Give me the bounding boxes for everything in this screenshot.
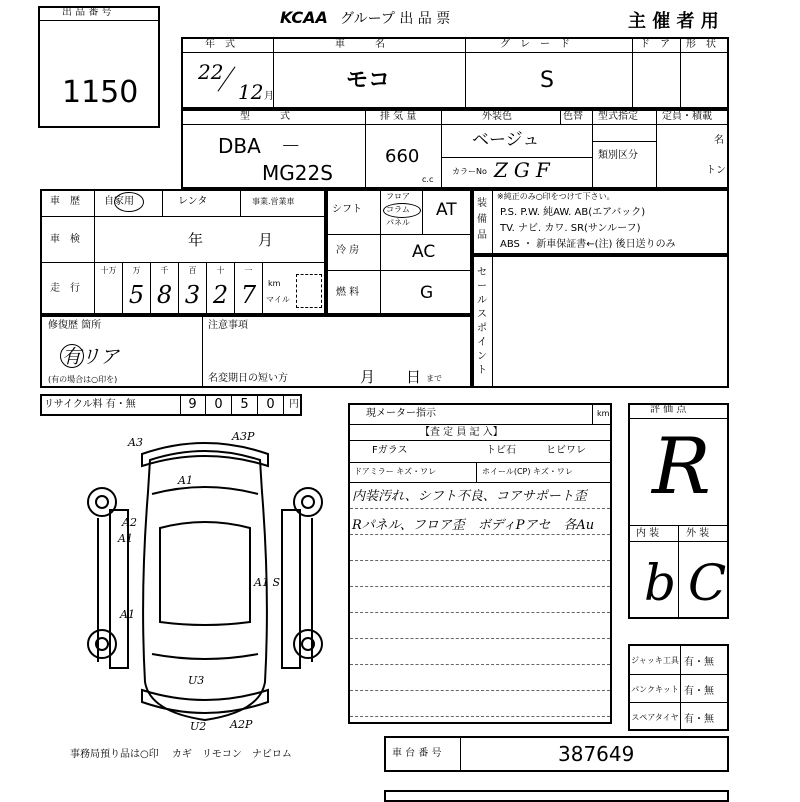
note-line xyxy=(350,508,610,509)
tool-label: スペアタイヤ xyxy=(630,703,681,731)
ac-label: 冷 房 xyxy=(336,245,360,256)
mileage-digit-cell xyxy=(123,263,151,315)
meter-label: 現メーター指示 xyxy=(366,408,436,419)
type-designation-header: 型式指定 xyxy=(598,111,638,122)
tool-value: 有・無 xyxy=(684,713,714,725)
repair-label: 修復歴 箇所 xyxy=(48,320,102,331)
note-line xyxy=(350,586,610,587)
mileage-digit: 3 xyxy=(184,281,201,309)
inspection-month-unit: 月 xyxy=(258,231,274,249)
mileage-digit: 2 xyxy=(212,281,229,309)
fuel-value: G xyxy=(420,283,434,303)
vehicle-name: モコ xyxy=(346,68,391,93)
fuel-label: 燃 料 xyxy=(336,287,360,298)
ac-value: AC xyxy=(412,242,436,262)
shape-header: 形 状 xyxy=(686,39,716,50)
mileage-digit-head: 十万 xyxy=(100,266,117,275)
name-change-day: 日 xyxy=(406,368,422,386)
form-title: グループ 出 品 票 xyxy=(340,11,451,27)
repair-value: 有リア xyxy=(62,346,120,368)
mileage-digit-head: 万 xyxy=(132,266,141,275)
door-mirror-label: ドアミラー キズ・ワレ xyxy=(354,467,437,476)
mileage-digit-cell xyxy=(207,263,235,315)
shift-value: AT xyxy=(436,200,457,220)
history-rental: レンタ xyxy=(178,196,208,207)
mileage-digit-cell xyxy=(151,263,179,315)
color-change-header: 色替 xyxy=(563,111,583,122)
tool-row xyxy=(630,674,727,703)
damage-mark: A3P xyxy=(232,432,255,443)
recycle-digits xyxy=(180,394,284,416)
damage-mark: A3 xyxy=(128,436,143,449)
recycle-digit: 0 xyxy=(258,394,284,416)
shift-panel: パネル xyxy=(386,218,410,227)
lot-number: 1150 xyxy=(62,75,139,110)
tool-row xyxy=(630,646,727,674)
office-items-label: 事務局預り品は○印 カギ リモコン ナビロム xyxy=(70,749,292,760)
note-line xyxy=(350,716,610,717)
mileage-digit: 5 xyxy=(128,281,145,309)
displacement-header: 排 気 量 xyxy=(380,111,417,122)
model-header: 型 式 xyxy=(240,111,290,122)
name-change-month: 月 xyxy=(360,368,376,386)
mileage-digit-cell xyxy=(179,263,207,315)
tools-frame xyxy=(628,644,729,731)
mileage-digit-cell xyxy=(235,263,263,315)
mileage-digits xyxy=(95,263,263,315)
rating-score: R xyxy=(652,422,711,512)
class-division-label: 類別区分 xyxy=(598,150,638,161)
recycle-digit: 5 xyxy=(232,394,258,416)
damage-mark: A1 xyxy=(178,474,193,487)
recycle-label: リサイクル料 有・無 xyxy=(44,399,136,410)
shift-label: シフト xyxy=(332,204,362,215)
cc-unit: c.c xyxy=(422,175,434,184)
column-circle xyxy=(383,203,421,218)
interior-header: 内 装 xyxy=(636,528,660,539)
inspection-year-unit: 年 xyxy=(188,231,204,249)
damage-mark: A2P xyxy=(230,718,253,731)
recycle-digit: 0 xyxy=(206,394,232,416)
tool-label: パンクキット xyxy=(630,675,681,703)
repair-yes-circle xyxy=(60,344,84,368)
model-code-2: MG22S xyxy=(262,161,333,185)
note-line xyxy=(350,560,610,561)
tool-label: ジャッキ工具 xyxy=(630,646,681,674)
caution-label: 注意事項 xyxy=(208,320,248,331)
year-header: 年 式 xyxy=(205,39,235,50)
inspection-label: 車 検 xyxy=(50,234,80,245)
damage-mark: A1 xyxy=(118,532,133,545)
inspector-note-1: 内装汚れ、シフト不良、コアサポート歪 xyxy=(352,489,587,504)
mile-unit: マイル xyxy=(266,295,290,304)
model-month: 12 xyxy=(238,80,264,104)
lot-number-label: 出 品 番 号 xyxy=(62,7,112,18)
sales-point-label: セールスポイント xyxy=(477,267,487,376)
interior-score: b xyxy=(644,554,677,612)
wheel-label: ホイール(CP) キズ・ワレ xyxy=(482,467,573,476)
mileage-digit-head: 十 xyxy=(216,266,225,275)
month-unit: 月 xyxy=(264,91,274,102)
color-number-label: カラーNo xyxy=(452,167,487,176)
history-label: 車 歴 xyxy=(50,196,80,207)
damage-mark: U3 xyxy=(188,674,205,687)
inspector-note-2: Rパネル、フロア歪 ボディPアセ 各Au xyxy=(352,518,595,533)
displacement-value: 660 xyxy=(385,146,420,167)
mileage-digit-head: 百 xyxy=(188,266,197,275)
equipment-line-1: P.S. P.W. 純AW. AB(エアバック) xyxy=(500,207,646,218)
grade-value: S xyxy=(540,68,554,93)
note-line xyxy=(350,664,610,665)
history-commercial: 事業.営業車 xyxy=(252,197,295,206)
mileage-digit: 7 xyxy=(240,281,257,309)
color-value: ベージュ xyxy=(472,130,540,150)
equipment-note: ※純正のみ○印をつけて下さい。 xyxy=(497,192,615,201)
mileage-digit: 8 xyxy=(156,281,173,309)
model-code-1: DBA － xyxy=(218,134,301,158)
tool-value: 有・無 xyxy=(684,685,714,697)
color-header: 外装色 xyxy=(482,111,512,122)
tool-row xyxy=(630,702,727,731)
mileage-digit-head: 千 xyxy=(160,266,169,275)
note-line xyxy=(350,690,610,691)
bottom-frame xyxy=(384,790,729,802)
shift-floor: フロア xyxy=(386,192,410,201)
private-use-circle xyxy=(114,192,144,212)
inspector-title: 【査 定 員 記 入】 xyxy=(420,427,503,438)
chassis-number: 387649 xyxy=(558,742,635,766)
note-line xyxy=(350,534,610,535)
capacity-unit-persons: 名 xyxy=(714,135,724,146)
unit-check-box xyxy=(296,274,322,308)
damage-mark: A2 xyxy=(122,516,137,529)
car-diagram xyxy=(80,432,330,732)
model-year: 22 xyxy=(198,60,224,84)
damage-mark: A1 xyxy=(120,608,135,621)
sales-point-frame xyxy=(472,255,729,388)
chip-label: トビ石 xyxy=(486,445,516,456)
km-unit: km xyxy=(268,279,281,288)
damage-mark: A1 S xyxy=(254,576,280,589)
meter-km-unit: km xyxy=(597,409,610,418)
mileage-digit-head: 一 xyxy=(244,266,253,275)
tool-value: 有・無 xyxy=(684,656,714,668)
capacity-header: 定員・積載 xyxy=(662,111,712,122)
mileage-label: 走 行 xyxy=(50,283,80,294)
recycle-unit: 円 xyxy=(289,399,299,410)
capacity-unit-tons: トン xyxy=(706,165,726,176)
grade-header: グ レ ー ド xyxy=(500,39,570,50)
exterior-header: 外 装 xyxy=(686,528,710,539)
door-header: ド ア xyxy=(640,39,670,50)
shift-column: コラム xyxy=(386,205,410,214)
note-line xyxy=(350,612,610,613)
repair-note: (有の場合は○印を) xyxy=(48,375,118,384)
equipment-line-3: ABS ・ 新車保証書←(注) 後日送りのみ xyxy=(500,239,676,250)
equipment-line-2: TV. ナビ. カワ. SR(サンルーフ) xyxy=(500,223,641,234)
name-header: 車 名 xyxy=(335,39,385,50)
rating-label: 評 価 点 xyxy=(650,404,687,415)
recycle-digit: 9 xyxy=(180,394,206,416)
note-line xyxy=(350,638,610,639)
history-private: 自家用 xyxy=(104,196,134,207)
name-change-label: 名変期日の短い方 xyxy=(208,373,288,384)
owner-copy-label: 主 催 者 用 xyxy=(628,11,719,32)
damage-mark: U2 xyxy=(190,720,207,732)
mileage-digit-cell xyxy=(95,263,123,315)
chassis-label: 車 台 番 号 xyxy=(392,748,442,759)
crack-label: ヒビワレ xyxy=(546,445,586,456)
name-change-until: まで xyxy=(426,374,442,383)
color-number: ZGF xyxy=(494,158,556,182)
exterior-score: C xyxy=(688,554,727,612)
logo: KCAA xyxy=(280,8,328,27)
equipment-side-label: 装備品 xyxy=(477,198,487,241)
front-glass-label: Fガラス xyxy=(372,445,408,456)
